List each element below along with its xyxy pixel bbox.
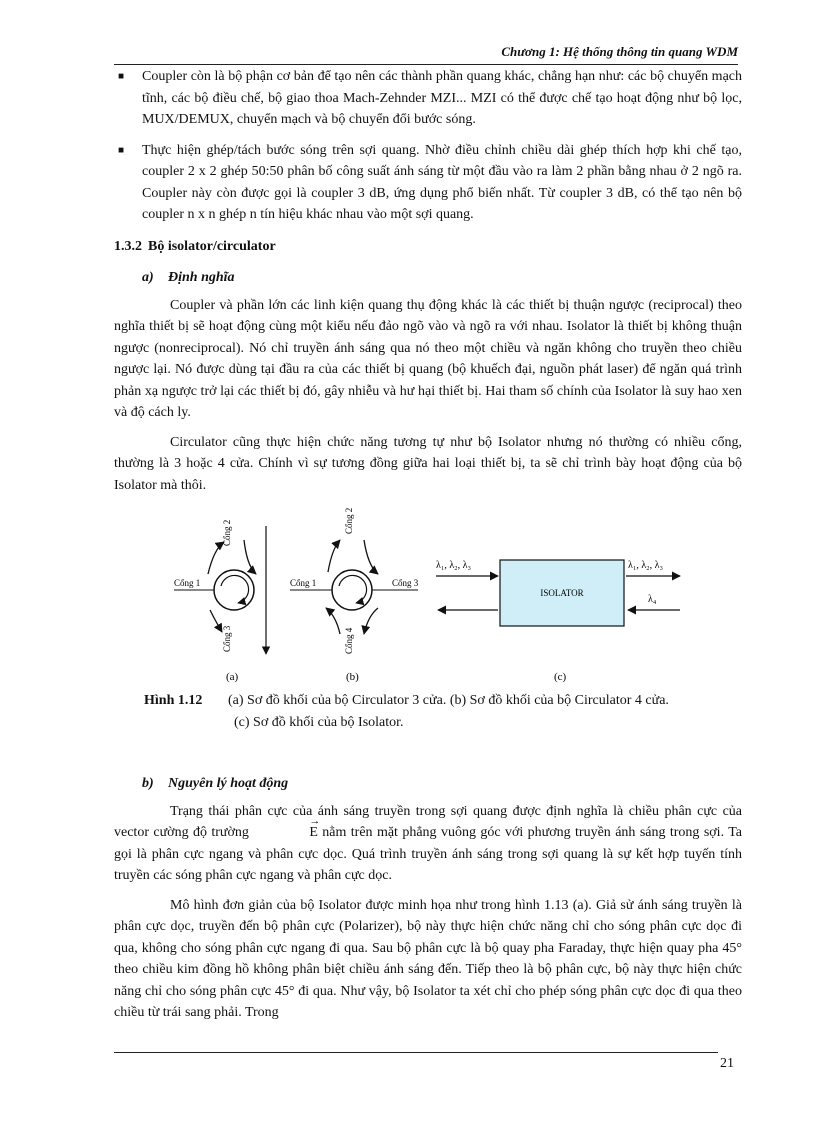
figure-diagram (114, 504, 742, 684)
chapter-header: Chương 1: Hệ thống thông tin quang WDM (501, 44, 738, 59)
footer-rule (114, 1052, 718, 1053)
isolator-label: ISOLATOR (540, 588, 584, 598)
subsection-heading-a (142, 267, 742, 289)
bullet-square-icon: ■ (118, 144, 125, 156)
paragraph: Circulator cũng thực hiện chức năng tương tự như bộ Isolator nhưng nó thường có nhiều cổng, thường là 3 hoặc 4 cửa. Chính vì sự tương đồng giữa hai loại thiết bị, ta sẽ chỉ trình bày hoạt động của bộ Isolator mà thôi. (114, 434, 742, 493)
section-heading (114, 236, 742, 258)
paragraph-text: Trạng thái phân cực của ánh sáng truyền trong sợi quang được định nghĩa là chiều phân cực của vector cường độ trường (114, 803, 742, 840)
subsection-title: Định nghĩa (168, 270, 235, 285)
paragraph-text: nằm trên mặt phẳng vuông góc với phương truyền ánh sáng trong sợi. Ta gọi là phân cực ngang và phân cực dọc. Quá trình truyền ánh sáng trong sợi quang là sự kết hợp tuyến tính truyền các sóng phân cực ngang và phân cực dọc. (114, 825, 743, 883)
reflected-wavelength: λ₄ (648, 594, 657, 605)
port-3-label: Cổng 3 (222, 625, 232, 652)
port-4-label: Cổng 4 (344, 627, 354, 654)
rotation-arrow-icon (339, 575, 367, 603)
input-wavelengths: λ₁, λ₂, λ₃ (436, 560, 472, 571)
isolator-diagram (436, 560, 680, 683)
subsection-number: a) (142, 270, 154, 285)
figure-label-b: (b) (346, 671, 359, 683)
page-number: 21 (720, 1056, 734, 1071)
paragraph (114, 801, 742, 887)
circulator-4-port (290, 508, 419, 683)
curved-arrow-icon (244, 540, 256, 574)
curved-arrow-icon (328, 540, 340, 572)
subsection-number: b) (142, 776, 154, 791)
curved-arrow-icon (364, 608, 378, 634)
port-2-label: Cổng 2 (222, 519, 232, 546)
port-2-label: Cổng 2 (344, 507, 354, 534)
caption-label: Hình 1.12 (144, 693, 203, 708)
caption-line: (a) Sơ đồ khối của bộ Circulator 3 cửa. (b) Sơ đồ khối của bộ Circulator 4 cửa. (228, 693, 669, 708)
figure-label-a: (a) (226, 671, 239, 683)
e-vector-symbol: → E (253, 822, 318, 844)
curved-arrow-icon (210, 610, 222, 632)
port-1-label: Cổng 1 (290, 578, 317, 588)
caption-line: (c) Sơ đồ khối của bộ Isolator. (234, 714, 404, 730)
rotation-arrow-icon (221, 575, 249, 603)
bullet-item (114, 66, 742, 131)
curved-arrow-icon (364, 540, 378, 574)
circulator-3-port (174, 520, 266, 683)
section-title: Bộ isolator/circulator (148, 238, 276, 254)
bullet-text: Coupler còn là bộ phận cơ bản để tạo nên các thành phần quang khác, chẳng hạn như: các bộ chuyển mạch tĩnh, các bộ điều chế, bộ giao thoa Mach-Zehnder MZI... MZI có thể được chế tạo hoạt động như bộ lọc, MUX/DEMUX, chuyển mạch và bộ chuyển đổi bước sóng. (142, 69, 742, 127)
output-wavelengths: λ₁, λ₂, λ₃ (628, 560, 664, 571)
figure-label-c: (c) (554, 671, 567, 683)
section-number: 1.3.2 (114, 238, 142, 254)
bullet-square-icon: ■ (118, 71, 125, 82)
port-3-label: Cổng 3 (392, 578, 419, 588)
port-1-label: Cổng 1 (174, 578, 201, 588)
page-content (114, 66, 742, 1032)
subsection-heading-b (142, 773, 742, 795)
figure-caption (114, 690, 742, 733)
header-rule (114, 64, 738, 65)
subsection-title: Nguyên lý hoạt động (168, 776, 289, 791)
figure-1-12 (114, 504, 742, 684)
curved-arrow-icon (326, 608, 340, 634)
bullet-item (114, 140, 742, 226)
bullet-text: Thực hiện ghép/tách bước sóng trên sợi quang. Nhờ điều chỉnh chiều dài ghép thích hợp khi chế tạo, coupler 2 x 2 ghép 50:50 phân bố công suất ánh sáng từ một đầu vào ra làm 2 phần bằng nhau ở 2 ngõ ra. Coupler này còn được gọi là coupler 3 dB, ứng dụng phổ biến nhất. Từ coupler 3 dB, có thể tạo nên bộ coupler n x n ghép n tín hiệu khác nhau vào một sợi quang. (142, 142, 742, 222)
paragraph: Mô hình đơn giản của bộ Isolator được minh họa như trong hình 1.13 (a). Giả sử ánh sáng truyền là phân cực dọc, truyền đến bộ phân cực (Polarizer), bộ này thực hiện chức năng chỉ cho sóng phân cực dọc đi qua, không cho sóng phân cực ngang đi qua. Sau bộ phân cực là bộ quay pha Faraday, thực hiện quay pha 45° theo chiều kim đồng hồ không phân biệt chiều ánh sáng đến. Tiếp theo là bộ phân cực, bộ này thực hiện chức năng chỉ cho sóng phân cực 45° đi qua. Như vậy, bộ Isolator ta xét chỉ cho phép sóng phân cực dọc đi qua theo chiều từ trái sang phải. Trong (114, 897, 742, 1020)
paragraph: Coupler và phần lớn các linh kiện quang thụ động khác là các thiết bị thuận ngược (reciprocal) theo nghĩa thiết bị sẽ hoạt động cùng một kiểu nếu đảo ngõ vào và ngõ ra với nhau. Isolator là thiết bị không thuận ngược (nonreciprocal). Nó chỉ truyền ánh sáng qua nó theo một chiều và ngăn không cho truyền theo chiều ngược lại. Nó được dùng tại đầu ra của các thiết bị quang (bộ khuếch đại, nguồn phát laser) để ngăn quá trình phản xạ ngược trở lại các thiết bị đó, gây nhiễu và hư hại thiết bị. Hai tham số chính của Isolator là suy hao xen và độ cách ly. (114, 297, 742, 420)
